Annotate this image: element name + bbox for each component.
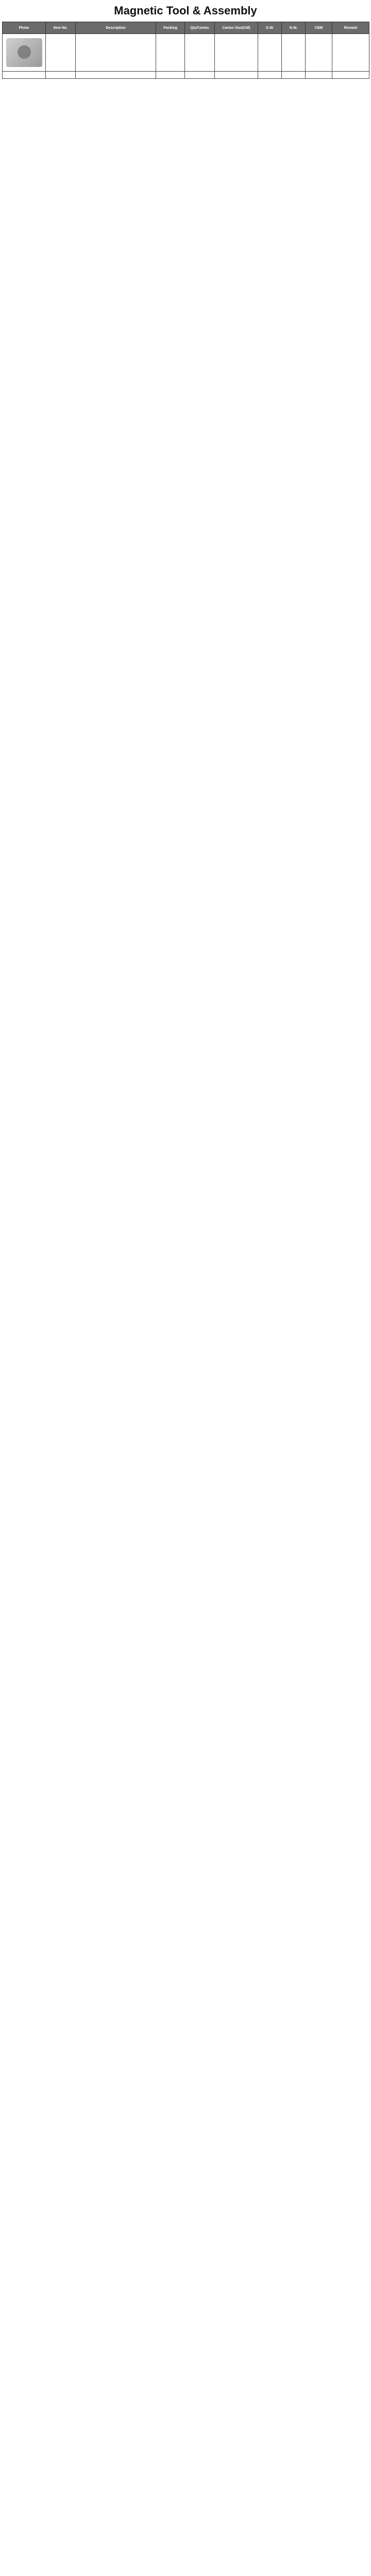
column-header: Remark [332, 22, 369, 34]
cell-desc [76, 34, 156, 72]
cell-nw [282, 34, 306, 72]
cell-empty [258, 72, 282, 79]
cell-gw [258, 34, 282, 72]
column-header: Photo [3, 22, 46, 34]
column-header: Item No. [46, 22, 76, 34]
cell-empty [156, 72, 185, 79]
column-header: N.W. [282, 22, 306, 34]
column-header: Qty/Carton [185, 22, 215, 34]
cell-item [46, 34, 76, 72]
cell-desc [76, 72, 156, 79]
table-header-row [3, 22, 369, 34]
cell-empty [185, 72, 215, 79]
product-photo-cell [3, 34, 46, 72]
cell-empty [306, 72, 332, 79]
catalog-rows [3, 34, 369, 79]
page-title: Magnetic Tool & Assembly [114, 4, 257, 17]
table-row [3, 72, 369, 79]
column-header: G.W. [258, 22, 282, 34]
column-header: Description [76, 22, 156, 34]
cell-pkg [156, 34, 185, 72]
cell-rem [332, 34, 369, 72]
product-photo [6, 38, 42, 67]
cell-empty [332, 72, 369, 79]
cell-photo-empty [3, 72, 46, 79]
table-row [3, 34, 369, 72]
catalog-page [0, 0, 371, 79]
cell-dim [215, 34, 258, 72]
column-header: CBM [306, 22, 332, 34]
cell-qty [185, 34, 215, 72]
cell-empty [282, 72, 306, 79]
column-header: Packing [156, 22, 185, 34]
cell-empty [215, 72, 258, 79]
cell-cbm [306, 34, 332, 72]
cell-item [46, 72, 76, 79]
catalog-table [2, 22, 369, 79]
column-header: Carton Size(CM) [215, 22, 258, 34]
